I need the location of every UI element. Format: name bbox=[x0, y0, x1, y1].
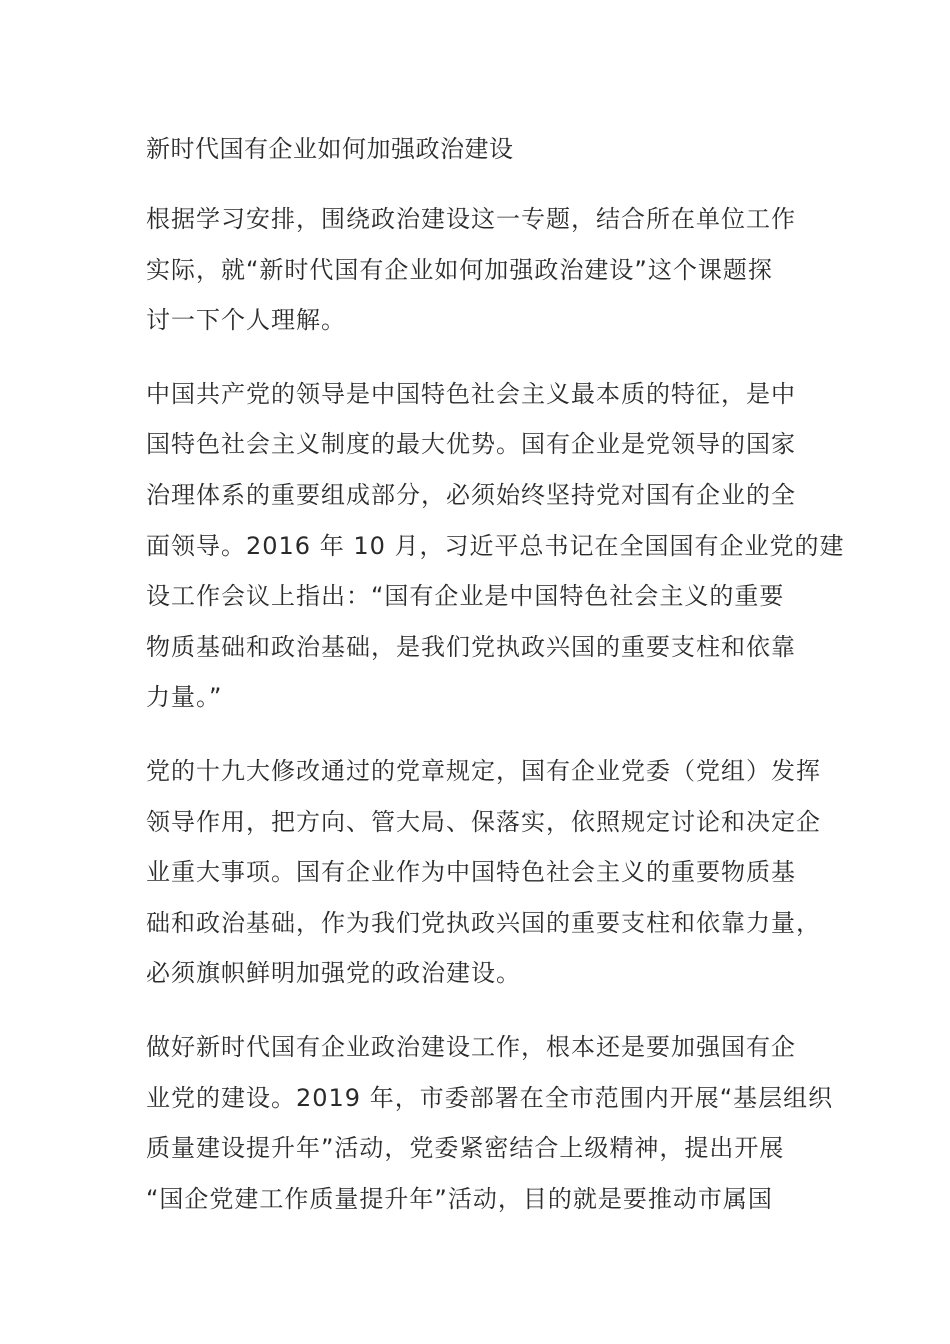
paragraph-line: 必须旗帜鲜明加强党的政治建设。 bbox=[146, 959, 521, 988]
paragraph-line: 根据学习安排，围绕政治建设这一专题，结合所在单位工作 bbox=[146, 205, 796, 233]
paragraph-line: “国企党建工作质量提升年”活动，目的就是要推动市属国 bbox=[146, 1184, 773, 1213]
paragraph-line: 党的十九大修改通过的党章规定，国有企业党委（党组）发挥 bbox=[146, 756, 821, 785]
paragraph-line: 讨一下个人理解。 bbox=[146, 306, 346, 335]
paragraph-line: 础和政治基础，作为我们党执政兴国的重要支柱和依靠力量， bbox=[146, 908, 821, 937]
paragraph-line: 业党的建设。2019 年，市委部署在全市范围内开展“基层组织 bbox=[146, 1083, 834, 1112]
document-title: 新时代国有企业如何加强政治建设 bbox=[146, 135, 514, 163]
paragraph-line: 质量建设提升年”活动，党委紧密结合上级精神，提出开展 bbox=[146, 1134, 785, 1163]
paragraph-line: 做好新时代国有企业政治建设工作，根本还是要加强国有企 bbox=[146, 1032, 796, 1061]
paragraph-line: 国特色社会主义制度的最大优势。国有企业是党领导的国家 bbox=[146, 430, 796, 459]
document-body bbox=[146, 127, 845, 1224]
paragraph-line: 中国共产党的领导是中国特色社会主义最本质的特征，是中 bbox=[146, 379, 796, 408]
paragraph-1 bbox=[146, 194, 814, 346]
paragraph-line: 业重大事项。国有企业作为中国特色社会主义的重要物质基 bbox=[146, 858, 796, 887]
paragraph-4 bbox=[146, 1022, 834, 1224]
paragraph-line: 物质基础和政治基础，是我们党执政兴国的重要支柱和依靠 bbox=[146, 632, 796, 661]
paragraph-line: 面领导。2016 年 10 月，习近平总书记在全国国有企业党的建 bbox=[146, 531, 845, 560]
paragraph-line: 力量。” bbox=[146, 683, 223, 712]
paragraph-3 bbox=[146, 746, 821, 999]
paragraph-line: 领导作用，把方向、管大局、保落实，依照规定讨论和决定企 bbox=[146, 807, 821, 836]
paragraph-line: 治理体系的重要组成部分，必须始终坚持党对国有企业的全 bbox=[146, 480, 796, 509]
paragraph-line: 实际，就“新时代国有企业如何加强政治建设”这个课题探 bbox=[146, 255, 773, 284]
paragraph-line: 设工作会议上指出：“国有企业是中国特色社会主义的重要 bbox=[146, 582, 785, 611]
paragraph-2 bbox=[146, 369, 845, 723]
